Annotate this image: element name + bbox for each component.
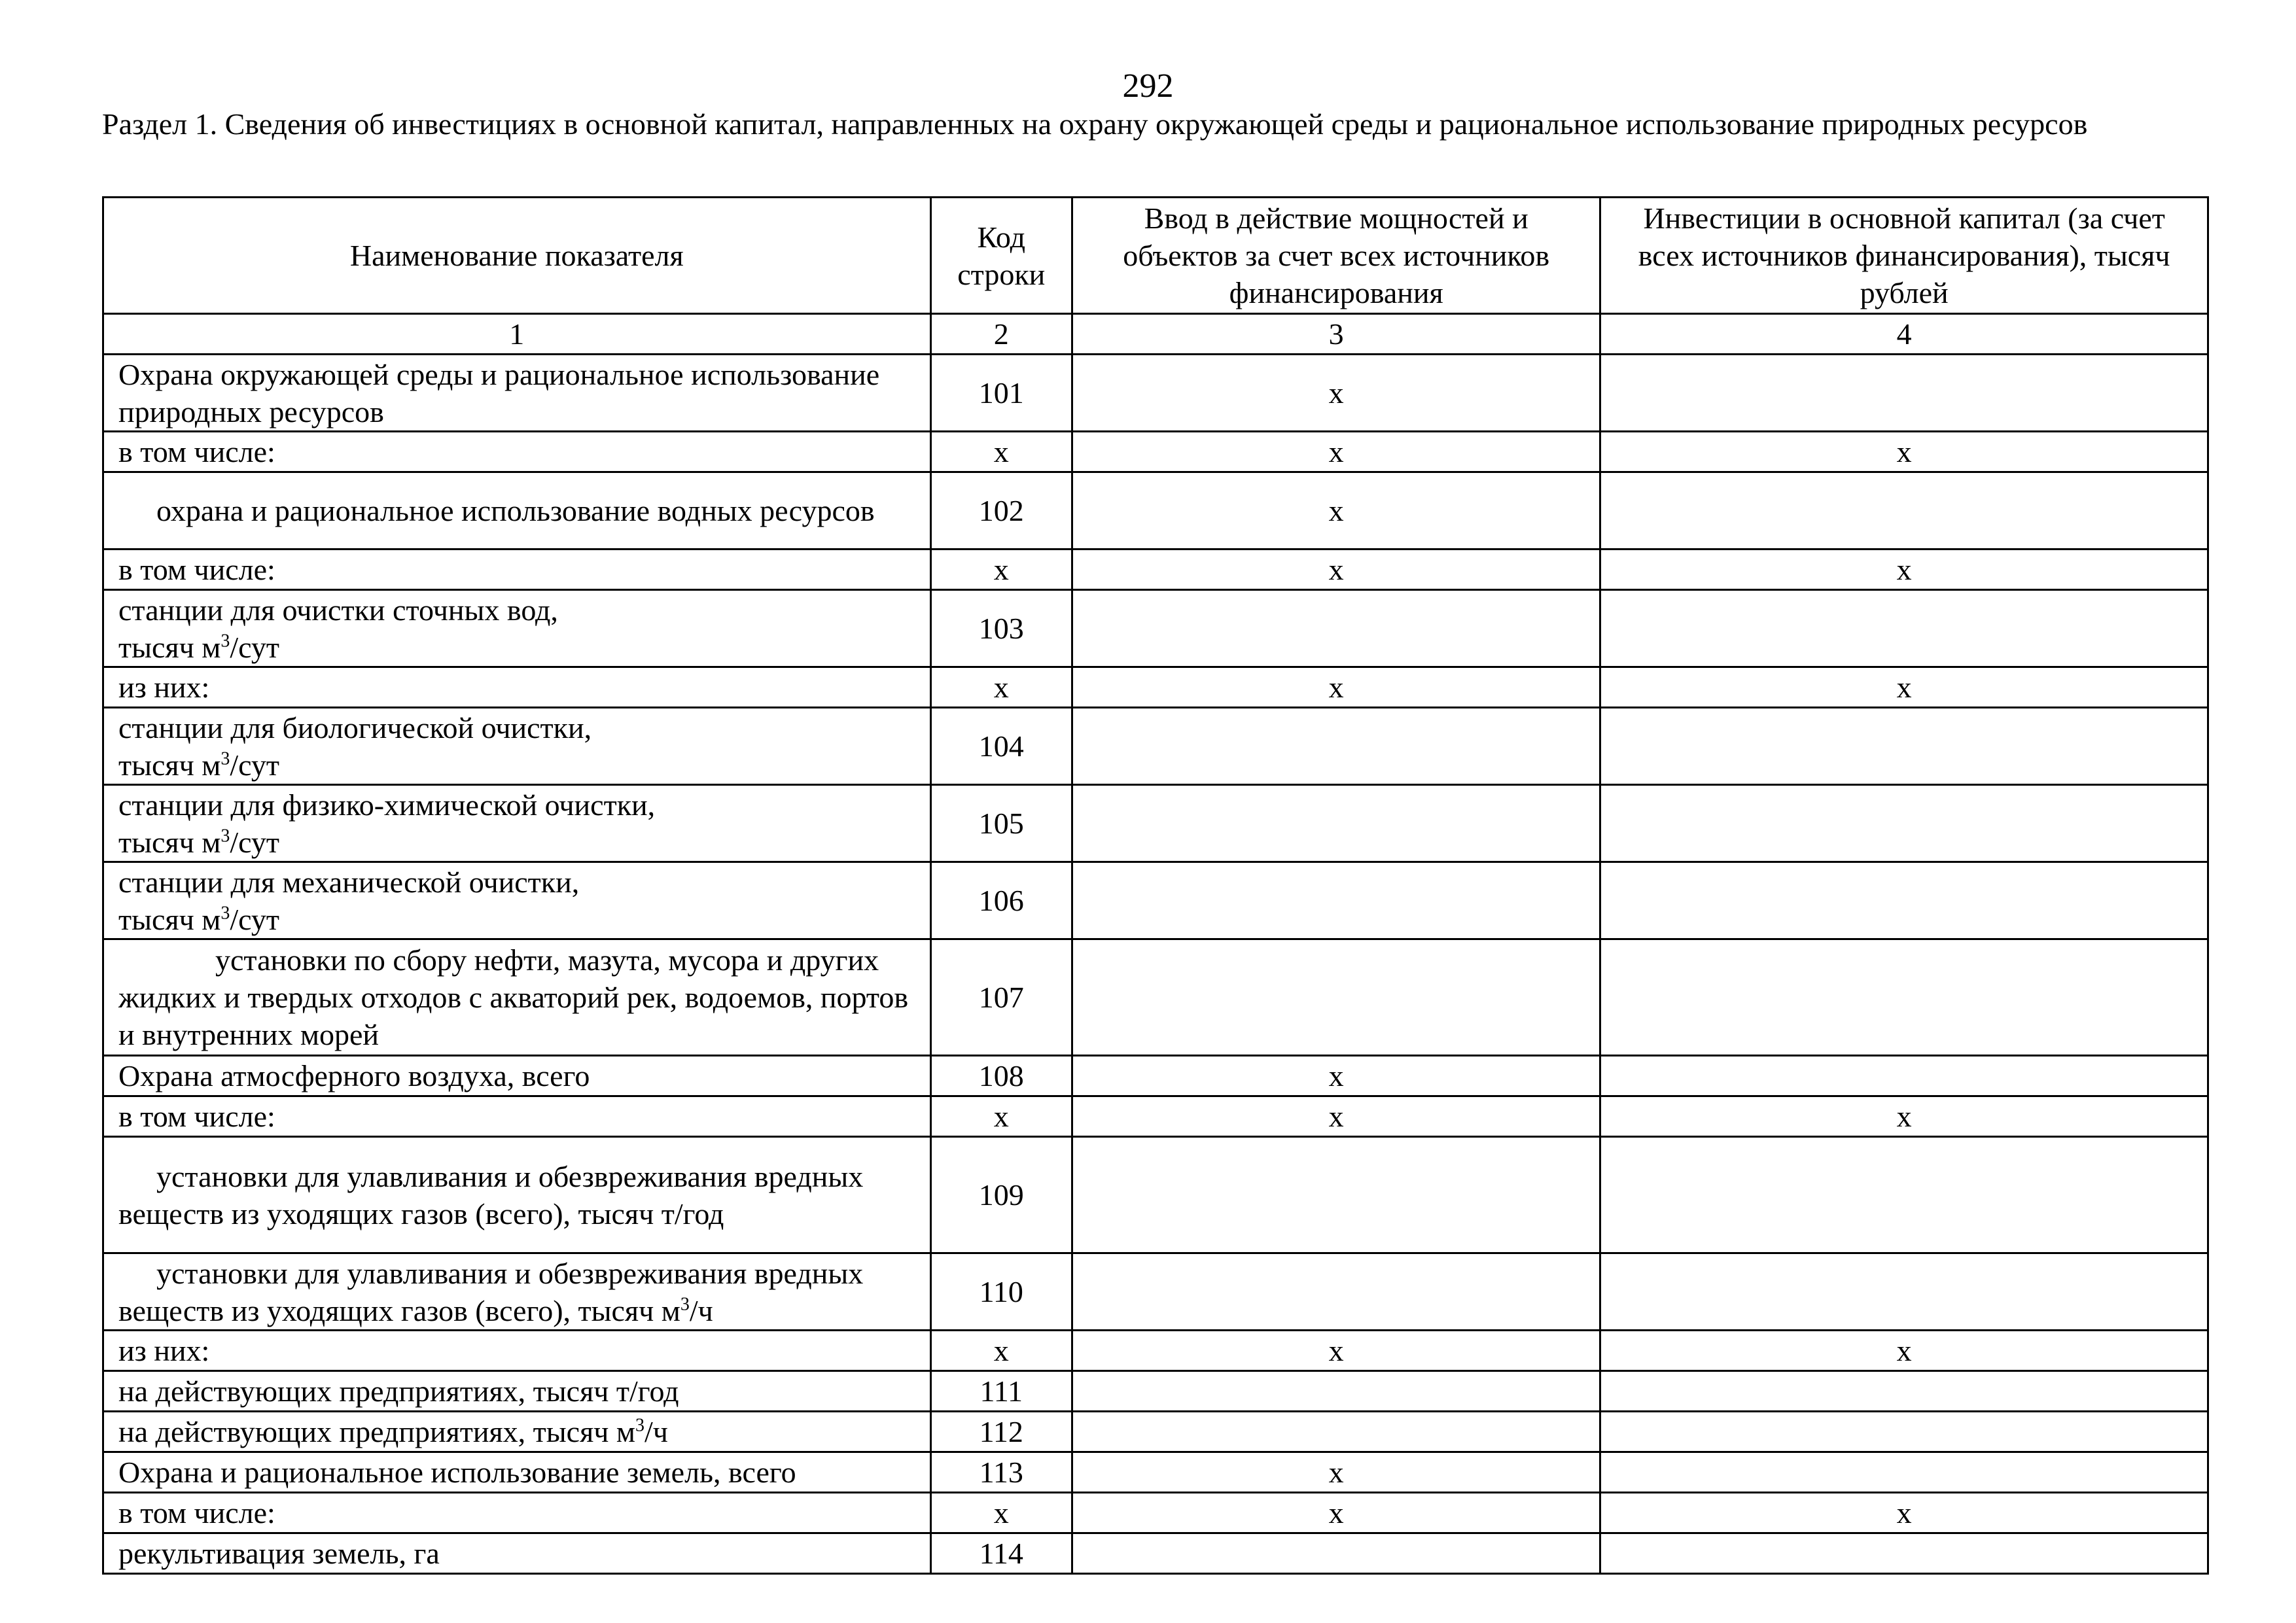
col3-cell [1072, 590, 1600, 667]
row-name-unit: тысяч м [118, 748, 221, 782]
row-code: 107 [930, 939, 1072, 1056]
col4-cell [1600, 590, 2208, 667]
col3-cell: x [1072, 1493, 1600, 1533]
table-row [103, 708, 2208, 785]
table-header-row [103, 198, 2208, 314]
column-number: 1 [103, 314, 931, 355]
row-name [103, 590, 931, 667]
row-name-unit: тысяч м [118, 902, 221, 936]
col4-cell [1600, 1371, 2208, 1412]
row-name: Охрана окружающей среды и рациональное использование природных ресурсов [103, 355, 931, 432]
row-name: из них: [103, 1331, 931, 1371]
row-name-text: на действующих предприятиях, тысяч м [118, 1415, 635, 1448]
row-name: на действующих предприятиях, тысяч т/год [103, 1371, 931, 1412]
row-code: 106 [930, 862, 1072, 939]
row-code: x [930, 432, 1072, 472]
table-row [103, 667, 2208, 708]
superscript: 3 [221, 631, 230, 652]
row-code: 101 [930, 355, 1072, 432]
col3-cell: x [1072, 432, 1600, 472]
col4-cell [1600, 472, 2208, 550]
row-name-line1: станции для механической очистки, [118, 865, 580, 899]
col3-cell: x [1072, 472, 1600, 550]
row-name-unit-suffix: /сут [230, 825, 280, 859]
table-row [103, 1253, 2208, 1331]
row-code: 104 [930, 708, 1072, 785]
row-name: охрана и рациональное использование водных ресурсов [103, 472, 931, 550]
table-row [103, 1096, 2208, 1137]
header-indicator-name: Наименование показателя [103, 198, 931, 314]
col4-cell [1600, 785, 2208, 862]
table-row [103, 550, 2208, 590]
row-code: x [930, 667, 1072, 708]
col3-cell: x [1072, 1096, 1600, 1137]
row-name: из них: [103, 667, 931, 708]
row-code: 112 [930, 1412, 1072, 1452]
col4-cell [1600, 939, 2208, 1056]
col3-cell [1072, 1137, 1600, 1253]
row-name-unit-suffix: /сут [230, 902, 280, 936]
table-row [103, 1137, 2208, 1253]
column-numbers-row [103, 314, 2208, 355]
col3-cell: x [1072, 1452, 1600, 1493]
table-row [103, 862, 2208, 939]
table-row [103, 1493, 2208, 1533]
row-name [103, 708, 931, 785]
row-name [103, 785, 931, 862]
table-row [103, 590, 2208, 667]
col4-cell: x [1600, 1493, 2208, 1533]
table-row [103, 472, 2208, 550]
row-name: в том числе: [103, 550, 931, 590]
table-row [103, 785, 2208, 862]
row-name: Охрана и рациональное использование земель, всего [103, 1452, 931, 1493]
row-name: рекультивация земель, га [103, 1533, 931, 1574]
table-row [103, 432, 2208, 472]
row-name: в том числе: [103, 432, 931, 472]
column-number: 4 [1600, 314, 2208, 355]
superscript: 3 [221, 748, 230, 769]
superscript: 3 [221, 903, 230, 924]
row-code: 110 [930, 1253, 1072, 1331]
row-name [103, 1412, 931, 1452]
col4-cell [1600, 1056, 2208, 1096]
table-row [103, 1331, 2208, 1371]
col4-cell: x [1600, 550, 2208, 590]
table-row [103, 1056, 2208, 1096]
col3-cell: x [1072, 1331, 1600, 1371]
row-code: 113 [930, 1452, 1072, 1493]
row-code: x [930, 1493, 1072, 1533]
row-name [103, 862, 931, 939]
row-name-unit-suffix: /сут [230, 748, 280, 782]
row-name [103, 1253, 931, 1331]
col3-cell [1072, 1412, 1600, 1452]
table-row [103, 355, 2208, 432]
row-name: Охрана атмосферного воздуха, всего [103, 1056, 931, 1096]
col3-cell [1072, 708, 1600, 785]
col3-cell [1072, 1371, 1600, 1412]
superscript: 3 [680, 1294, 690, 1315]
row-code: 109 [930, 1137, 1072, 1253]
investment-table [102, 196, 2209, 1575]
row-name: в том числе: [103, 1493, 931, 1533]
col4-cell [1600, 1412, 2208, 1452]
col3-cell [1072, 1253, 1600, 1331]
col3-cell [1072, 1533, 1600, 1574]
col3-cell: x [1072, 1056, 1600, 1096]
row-code: 103 [930, 590, 1072, 667]
section-title: Раздел 1. Сведения об инвестициях в основной капитал, направленных на охрану окружающей среды и рациональное использование природных ресурсов [102, 107, 2088, 141]
header-commissioning: Ввод в действие мощностей и объектов за счет всех источников финансирования [1072, 198, 1600, 314]
col4-cell [1600, 1253, 2208, 1331]
col3-cell [1072, 939, 1600, 1056]
col3-cell [1072, 785, 1600, 862]
column-number: 2 [930, 314, 1072, 355]
row-code: 111 [930, 1371, 1072, 1412]
col4-cell [1600, 1137, 2208, 1253]
row-name-line1: станции для очистки сточных вод, [118, 593, 558, 627]
table-row [103, 1452, 2208, 1493]
row-name: в том числе: [103, 1096, 931, 1137]
row-name-unit-suffix: /сут [230, 630, 280, 664]
row-name: установки по сбору нефти, мазута, мусора и других жидких и твердых отходов с акваторий рек, водоемов, портов и внутренних морей [103, 939, 931, 1056]
table-row [103, 1371, 2208, 1412]
row-code: x [930, 550, 1072, 590]
row-code: 114 [930, 1533, 1072, 1574]
superscript: 3 [635, 1415, 645, 1436]
superscript: 3 [221, 826, 230, 846]
col3-cell: x [1072, 355, 1600, 432]
col4-cell [1600, 1533, 2208, 1574]
table-row [103, 1533, 2208, 1574]
row-name-line1: станции для биологической очистки, [118, 710, 592, 744]
table-row [103, 939, 2208, 1056]
row-name-unit-suffix: /ч [644, 1415, 668, 1448]
row-code: x [930, 1331, 1072, 1371]
col3-cell: x [1072, 667, 1600, 708]
row-code: 102 [930, 472, 1072, 550]
row-name-unit-suffix: /ч [689, 1293, 713, 1327]
col4-cell: x [1600, 667, 2208, 708]
col4-cell [1600, 1452, 2208, 1493]
row-name: установки для улавливания и обезвреживания вредных веществ из уходящих газов (всего), тысяч т/год [103, 1137, 931, 1253]
row-name-line1: станции для физико-химической очистки, [118, 788, 656, 822]
col4-cell: x [1600, 432, 2208, 472]
column-number: 3 [1072, 314, 1600, 355]
row-code: 105 [930, 785, 1072, 862]
row-name-unit: тысяч м [118, 825, 221, 859]
page-number: 292 [1122, 67, 1174, 105]
col3-cell: x [1072, 550, 1600, 590]
col4-cell [1600, 355, 2208, 432]
col4-cell [1600, 862, 2208, 939]
row-code: x [930, 1096, 1072, 1137]
header-row-code: Код строки [930, 198, 1072, 314]
table-row [103, 1412, 2208, 1452]
header-investments: Инвестиции в основной капитал (за счет всех источников финансирования), тысяч рублей [1600, 198, 2208, 314]
row-code: 108 [930, 1056, 1072, 1096]
row-name-unit: тысяч м [118, 630, 221, 664]
row-name-text: установки для улавливания и обезвреживания вредных веществ из уходящих газов (всего), тысяч м [118, 1256, 864, 1327]
col4-cell [1600, 708, 2208, 785]
col4-cell: x [1600, 1096, 2208, 1137]
col3-cell [1072, 862, 1600, 939]
col4-cell: x [1600, 1331, 2208, 1371]
